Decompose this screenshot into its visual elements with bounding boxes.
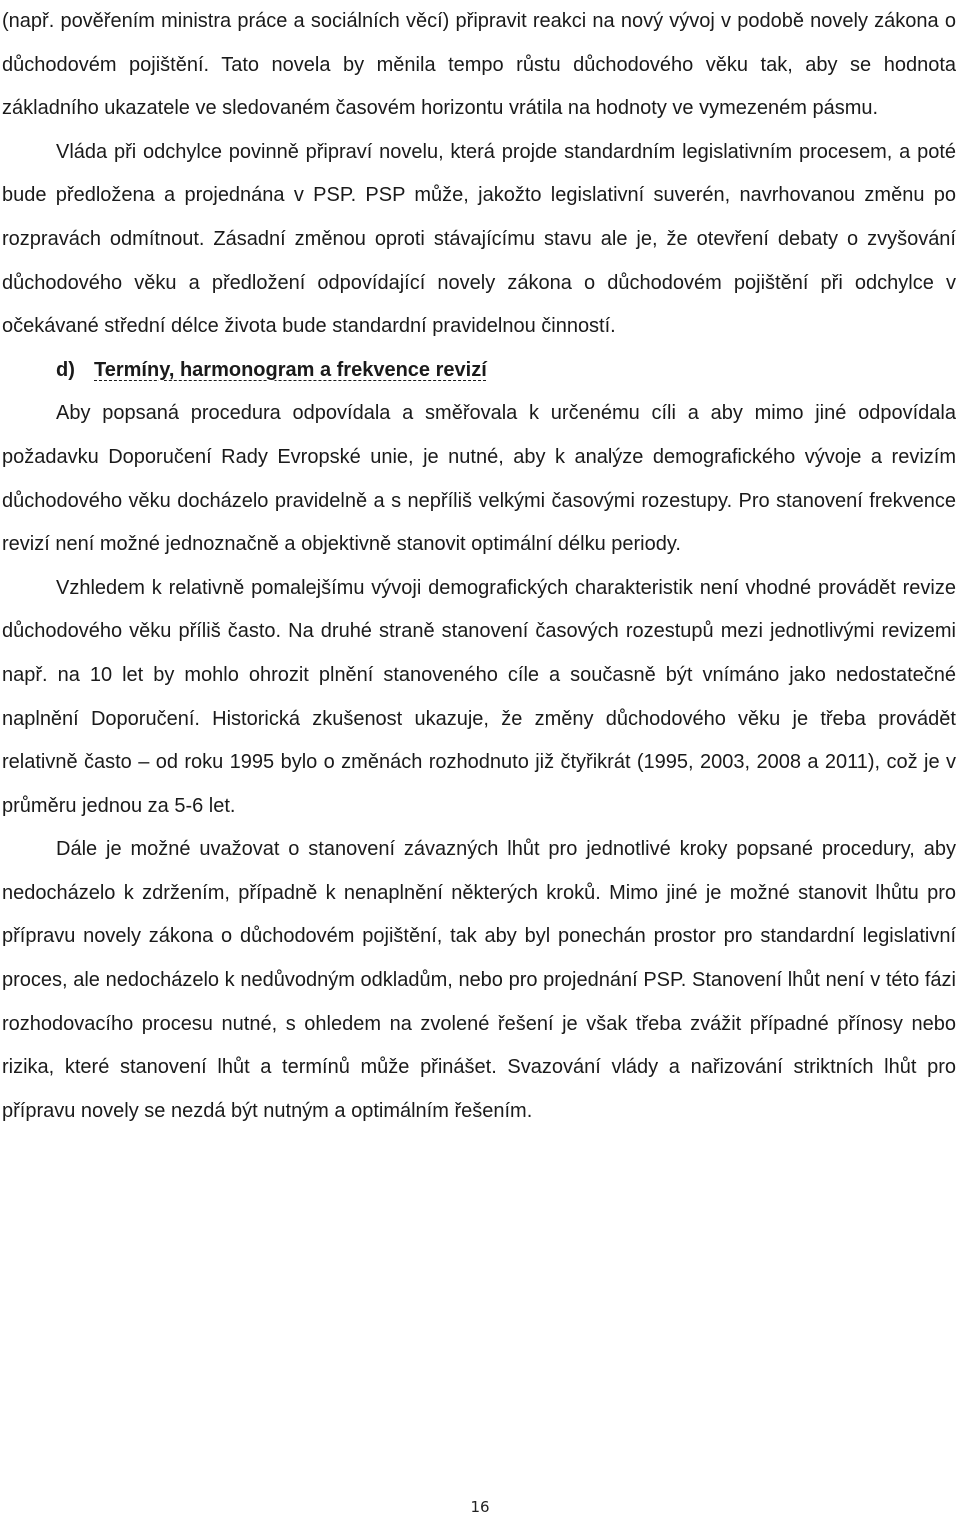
paragraph-revision-frequency: Vzhledem k relativně pomalejšímu vývoji demografických charakteristik není vhodné provádět revize důchodového věku příliš často. Na druhé straně stanovení časových rozestupů mezi jednotlivými revizemi např. na 10 let by mohlo ohrozit plnění stanoveného cíle a současně být vnímáno jako nedostatečné naplnění Doporučení. Historická zkušenost ukazuje, že změny důchodového věku je třeba provádět relativně často – od roku 1995 bylo o změnách rozhodnuto již čtyřikrát (1995, 2003, 2008 a 2011), což je v průměru jednou za 5-6 let.: [2, 576, 956, 817]
paragraph-deadlines: Dále je možné uvažovat o stanovení závazných lhůt pro jednotlivé kroky popsané procedury, aby nedocházelo k zdržením, případně k nenaplnění některých kroků. Mimo jiné je možné stanovit lhůtu pro přípravu novely zákona o důchodovém pojištění, tak aby byl ponechán prostor pro standardní legislativní proces, ale nedocházelo k nedůvodným odkladům, nebo pro projednání PSP. Stanovení lhůt není v této fázi rozhodovacího procesu nutné, s ohledem na zvolené řešení je však třeba zvážit případné přínosy nebo rizika, které stanovení lhůt a termínů může přinášet. Svazování vlády a nařizování striktních lhůt pro přípravu novely se nezdá být nutným a optimálním řešením.: [2, 838, 956, 1122]
paragraph-procedure: Aby popsaná procedura odpovídala a směřovala k určenému cíli a aby mimo jiné odpovídala požadavku Doporučení Rady Evropské unie, je nutné, aby k analýze demografického vývoje a revizím důchodového věku docházelo pravidelně a s nepříliš velkými časovými rozestupy. Pro stanovení frekvence revizí není možné jednoznačně a objektivně stanovit optimální délku periody.: [2, 402, 956, 556]
paragraph-government-deviation: Vláda při odchylce povinně připraví novelu, která projde standardním legislativním procesem, a poté bude předložena a projednána v PSP. PSP může, jakožto legislativní suverén, navrhovanou změnu po rozpravách odmítnout. Zásadní změnou oproti stávajícímu stavu ale je, že otevření debaty o zvyšování důchodového věku a předložení odpovídající novely zákona o důchodovém pojištění při odchylce v očekávané střední délce života bude standardní pravidelnou činností.: [2, 140, 956, 338]
page-number: 16: [470, 1498, 490, 1516]
document-body: [2, 0, 956, 1133]
section-heading: [2, 349, 956, 393]
section-heading-letter: d): [56, 358, 75, 381]
section-heading-title: Termíny, harmonogram a frekvence revizí: [94, 358, 487, 381]
paragraph-continuation: (např. pověřením ministra práce a sociálních věcí) připravit reakci na nový vývoj v podobě novely zákona o důchodovém pojištění. Tato novela by měnila tempo růstu důchodového věku tak, aby se hodnota základního ukazatele ve sledovaném časovém horizontu vrátila na hodnoty ve vymezeném pásmu.: [2, 10, 956, 120]
